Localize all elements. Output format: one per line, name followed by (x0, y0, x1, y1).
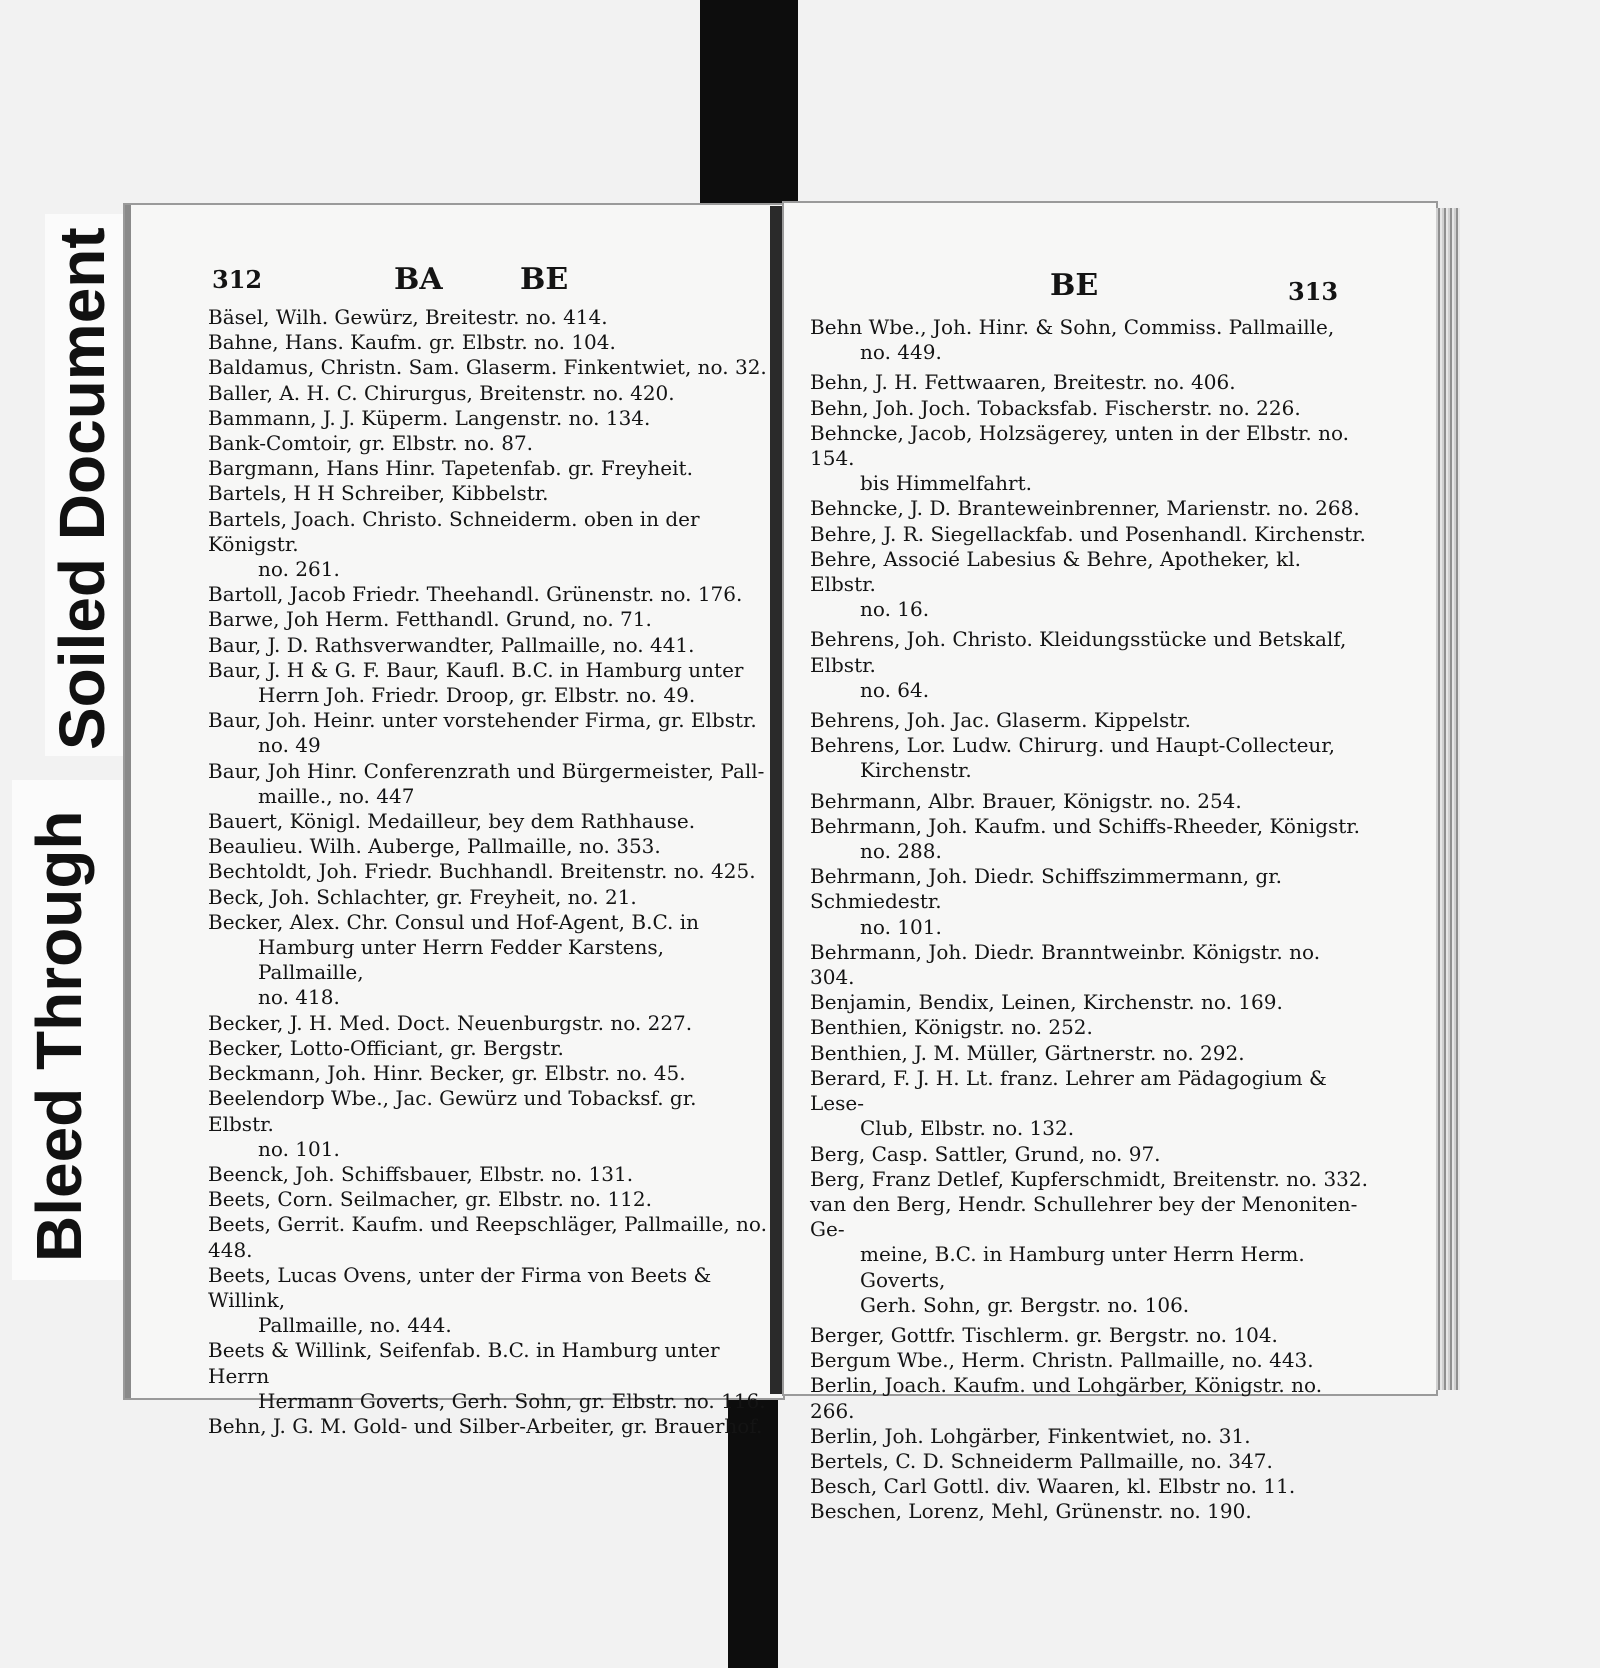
directory-entry: Berlin, Joach. Kaufm. und Lohgärber, Königstr. no. 266. (810, 1373, 1323, 1423)
directory-entry: Behncke, Jacob, Holzsägerey, unten in der Elbstr. no. 154. bis Himmelfahrt. (810, 420, 1350, 496)
directory-entry: Behrens, Joh. Christo. Kleidungsstücke und Betskalf, Elbstr. no. 64. (810, 627, 1347, 702)
directory-entry: Beets, Gerrit. Kaufm. und Reepschläger, Pallmaille, no. 448. (208, 1212, 767, 1262)
left-directory-list (208, 305, 768, 1439)
directory-entry: Behrmann, Joh. Diedr. Branntweinbr. Königstr. no. 304. (810, 939, 1321, 990)
directory-entry: Baldamus, Christn. Sam. Glaserm. Finkentwiet, no. 32. (208, 355, 767, 380)
directory-entry: Beck, Joh. Schlachter, gr. Freyheit, no. 21. (208, 884, 637, 909)
left-header-ba: BA (394, 262, 443, 297)
directory-entry: Bartoll, Jacob Friedr. Theehandl. Grünenstr. no. 176. (208, 582, 743, 607)
directory-entry: Benthien, Königstr. no. 252. (810, 1015, 1093, 1040)
directory-entry: Beelendorp Wbe., Jac. Gewürz und Tobacksf. gr. Elbstr. no. 101. (208, 1086, 697, 1161)
directory-entry: Besch, Carl Gottl. div. Waaren, kl. Elbstr no. 11. (810, 1474, 1296, 1499)
directory-entry: Bergum Wbe., Herm. Christn. Pallmaille, no. 443. (810, 1348, 1314, 1373)
binding-strap-top (700, 0, 798, 208)
directory-entry: Becker, J. H. Med. Doct. Neuenburgstr. no. 227. (208, 1010, 693, 1035)
directory-entry: Beets, Lucas Ovens, unter der Firma von Beets & Willink, Pallmaille, no. 444. (208, 1262, 712, 1338)
directory-entry: Behrmann, Joh. Kaufm. und Schiffs-Rheeder, Königstr. no. 288. (810, 813, 1361, 864)
directory-entry: Baur, J. H & G. F. Baur, Kaufl. B.C. in Hamburg unter Herrn Joh. Friedr. Droop, gr. Elbstr. no. 49. (208, 657, 744, 708)
directory-entry: Bahne, Hans. Kaufm. gr. Elbstr. no. 104. (208, 330, 616, 355)
directory-entry: Behrmann, Joh. Diedr. Schiffszimmermann, gr. Schmiedestr. no. 101. (810, 864, 1282, 939)
directory-entry: Becker, Lotto-Officiant, gr. Bergstr. (208, 1035, 564, 1060)
directory-entry: Beets & Willink, Seifenfab. B.C. in Hamburg unter Herrn Hermann Goverts, Gerh. Sohn, gr. Elbstr. no. 116. (208, 1338, 766, 1413)
left-header-be: BE (520, 262, 569, 297)
directory-entry: Berg, Franz Detlef, Kupferschmidt, Breitenstr. no. 332. (810, 1166, 1368, 1191)
right-page-number: 313 (1288, 277, 1339, 306)
directory-entry: van den Berg, Hendr. Schullehrer bey der Menoniten-Ge- meine, B.C. in Hamburg unter Herrn Herm. Goverts, Gerh. Sohn, gr. Bergstr. no. 106. (810, 1191, 1358, 1317)
directory-entry: Berard, F. J. H. Lt. franz. Lehrer am Pädagogium & Lese- Club, Elbstr. no. 132. (810, 1065, 1327, 1141)
directory-entry: Bammann, J. J. Küperm. Langenstr. no. 134. (208, 405, 651, 430)
soiled-document-label: Soiled Document (46, 227, 118, 750)
directory-entry: Behn Wbe., Joh. Hinr. & Sohn, Commiss. Pallmaille, no. 449. (810, 315, 1335, 365)
directory-entry: Behrens, Joh. Jac. Glaserm. Kippelstr. (810, 708, 1192, 733)
directory-entry: Behn, J. G. M. Gold- und Silber-Arbeiter, gr. Brauerhof. (208, 1413, 763, 1438)
bleed-through-label: Bleed Through (23, 810, 95, 1262)
directory-entry: Beets, Corn. Seilmacher, gr. Elbstr. no. 112. (208, 1187, 652, 1212)
directory-entry: Barwe, Joh Herm. Fetthandl. Grund, no. 71. (208, 607, 652, 632)
directory-entry: Berger, Gottfr. Tischlerm. gr. Bergstr. no. 104. (810, 1322, 1278, 1347)
right-directory-list (810, 315, 1370, 1525)
directory-entry: Baur, J. D. Rathsverwandter, Pallmaille, no. 441. (208, 632, 695, 657)
directory-entry: Bäsel, Wilh. Gewürz, Breitestr. no. 414. (208, 305, 608, 329)
directory-entry: Baur, Joh Hinr. Conferenzrath und Bürgermeister, Pall- maille., no. 447 (208, 758, 765, 808)
directory-entry: Berg, Casp. Sattler, Grund, no. 97. (810, 1141, 1161, 1166)
directory-entry: Baur, Joh. Heinr. unter vorstehender Firma, gr. Elbstr. no. 49 (208, 708, 757, 758)
directory-entry: Beckmann, Joh. Hinr. Becker, gr. Elbstr. no. 45. (208, 1061, 686, 1086)
directory-entry: Bartels, H H Schreiber, Kibbelstr. (208, 481, 549, 506)
directory-entry: Behn, Joh. Joch. Tobacksfab. Fischerstr. no. 226. (810, 395, 1301, 420)
directory-entry: Behncke, J. D. Branteweinbrenner, Marienstr. no. 268. (810, 496, 1360, 521)
directory-entry: Berlin, Joh. Lohgärber, Finkentwiet, no. 31. (810, 1423, 1251, 1448)
directory-entry: Becker, Alex. Chr. Consul und Hof-Agent, B.C. in Hamburg unter Herrn Fedder Karstens, Pallmaille, no. 418. (208, 909, 700, 1010)
right-header-be: BE (1050, 268, 1099, 303)
left-page-number: 312 (212, 265, 263, 294)
directory-entry: Behrens, Lor. Ludw. Chirurg. und Haupt-Collecteur, Kirchenstr. (810, 733, 1336, 783)
page-edges (1436, 208, 1460, 1390)
directory-entry: Beaulieu. Wilh. Auberge, Pallmaille, no. 353. (208, 834, 661, 859)
directory-entry: Behrmann, Albr. Brauer, Königstr. no. 254. (810, 788, 1242, 813)
directory-entry: Bauert, Königl. Medailleur, bey dem Rathhause. (208, 809, 696, 834)
directory-entry: Baller, A. H. C. Chirurgus, Breitenstr. no. 420. (208, 380, 675, 405)
directory-entry: Behn, J. H. Fettwaaren, Breitestr. no. 406. (810, 370, 1236, 395)
directory-entry: Beschen, Lorenz, Mehl, Grünenstr. no. 190. (810, 1499, 1252, 1524)
directory-entry: Behre, J. R. Siegellackfab. und Posenhandl. Kirchenstr. (810, 521, 1366, 546)
spine-gutter (770, 206, 784, 1394)
directory-entry: Bartels, Joach. Christo. Schneiderm. oben in der Königstr. no. 261. (208, 506, 700, 582)
directory-entry: Behre, Associé Labesius & Behre, Apotheker, kl. Elbstr. no. 16. (810, 546, 1301, 622)
directory-entry: Bank-Comtoir, gr. Elbstr. no. 87. (208, 431, 534, 456)
directory-entry: Beenck, Joh. Schiffsbauer, Elbstr. no. 131. (208, 1161, 634, 1186)
directory-entry: Benthien, J. M. Müller, Gärtnerstr. no. 292. (810, 1040, 1245, 1065)
directory-entry: Benjamin, Bendix, Leinen, Kirchenstr. no. 169. (810, 990, 1283, 1015)
directory-entry: Bechtoldt, Joh. Friedr. Buchhandl. Breitenstr. no. 425. (208, 859, 756, 884)
directory-entry: Bargmann, Hans Hinr. Tapetenfab. gr. Freyheit. (208, 456, 693, 481)
directory-entry: Bertels, C. D. Schneiderm Pallmaille, no. 347. (810, 1448, 1273, 1473)
